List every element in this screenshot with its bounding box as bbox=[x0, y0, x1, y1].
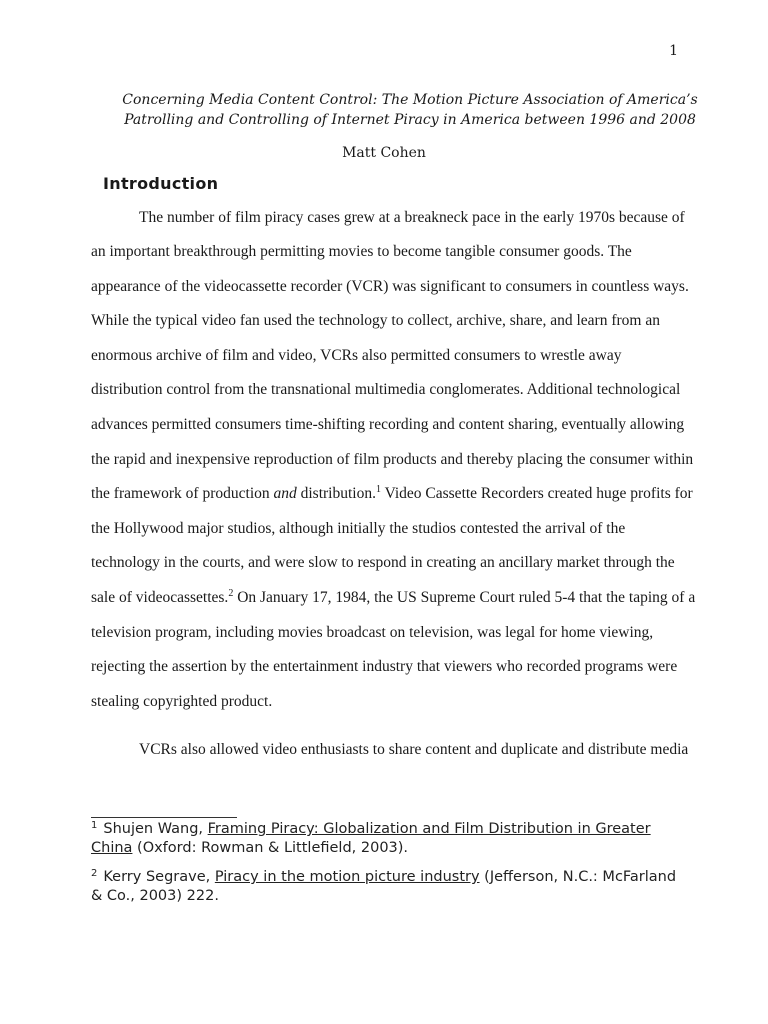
body-line bbox=[91, 484, 693, 504]
footnote-ref-1[interactable]: 1 bbox=[375, 484, 381, 495]
italic-word: and bbox=[273, 485, 297, 502]
body-line: technology in the courts, and were slow to respond in creating an ancillary market through the bbox=[91, 554, 675, 571]
footnote-2 bbox=[91, 868, 691, 906]
body-line bbox=[91, 588, 695, 608]
section-heading: Introduction bbox=[103, 174, 219, 193]
body-line: the Hollywood major studios, although initially the studios contested the arrival of the bbox=[91, 520, 626, 537]
body-line: advances permitted consumers time-shifting recording and content sharing, eventually allowing bbox=[91, 416, 685, 433]
author-name: Matt Cohen bbox=[342, 145, 426, 161]
title-line-1: Concerning Media Content Control: The Motion Picture Association of America’s bbox=[122, 92, 698, 108]
text-span: On January 17, 1984, the US Supreme Court ruled 5-4 that the taping of a bbox=[233, 589, 696, 606]
body-line: stealing copyrighted product. bbox=[91, 693, 273, 710]
footnote-work-title: Framing Piracy: Globalization and Film Distribution in Greater China bbox=[91, 821, 651, 856]
body-line: television program, including movies broadcast on television, was legal for home viewing, bbox=[91, 624, 654, 641]
body-line: While the typical video fan used the technology to collect, archive, share, and learn from an bbox=[91, 312, 660, 329]
footnote-separator bbox=[91, 817, 237, 818]
footnote-work-title: Piracy in the motion picture industry bbox=[214, 869, 480, 885]
footnote-publication: (Jefferson, N.C.: McFarland & Co., 2003) 222. bbox=[91, 869, 677, 904]
document-title bbox=[80, 91, 740, 130]
body-line: VCRs also allowed video enthusiasts to share content and duplicate and distribute media bbox=[139, 741, 689, 758]
footnote-ref-2[interactable]: 2 bbox=[228, 588, 234, 599]
body-line: The number of film piracy cases grew at a breakneck pace in the early 1970s because of bbox=[139, 209, 685, 226]
footnote-author: Kerry Segrave, bbox=[103, 869, 215, 885]
text-span: sale of videocassettes. bbox=[91, 589, 229, 606]
footnote-mark: 1 bbox=[91, 820, 98, 831]
body-line: the rapid and inexpensive reproduction of film products and thereby placing the consumer within bbox=[91, 451, 694, 468]
title-line-2: Patrolling and Controlling of Internet Piracy in America between 1996 and 2008 bbox=[124, 111, 696, 128]
text-span: the framework of production bbox=[91, 485, 274, 502]
body-line: an important breakthrough permitting movies to become tangible consumer goods. The bbox=[91, 243, 632, 260]
body-line: enormous archive of film and video, VCRs also permitted consumers to wrestle away bbox=[91, 347, 622, 364]
body-line: distribution control from the transnational multimedia conglomerates. Additional technological bbox=[91, 381, 681, 398]
text-span: Video Cassette Recorders created huge profits for bbox=[380, 485, 693, 502]
footnote-1 bbox=[91, 820, 691, 858]
page-number: 1 bbox=[669, 43, 678, 59]
footnote-publication: (Oxford: Rowman & Littlefield, 2003). bbox=[132, 840, 409, 856]
body-line: rejecting the assertion by the entertainment industry that viewers who recorded programs were bbox=[91, 658, 678, 675]
footnote-mark: 2 bbox=[91, 868, 98, 879]
body-line: appearance of the videocassette recorder (VCR) was significant to consumers in countless ways. bbox=[91, 278, 689, 295]
footnote-author: Shujen Wang, bbox=[103, 821, 208, 837]
text-span: distribution. bbox=[296, 485, 376, 502]
